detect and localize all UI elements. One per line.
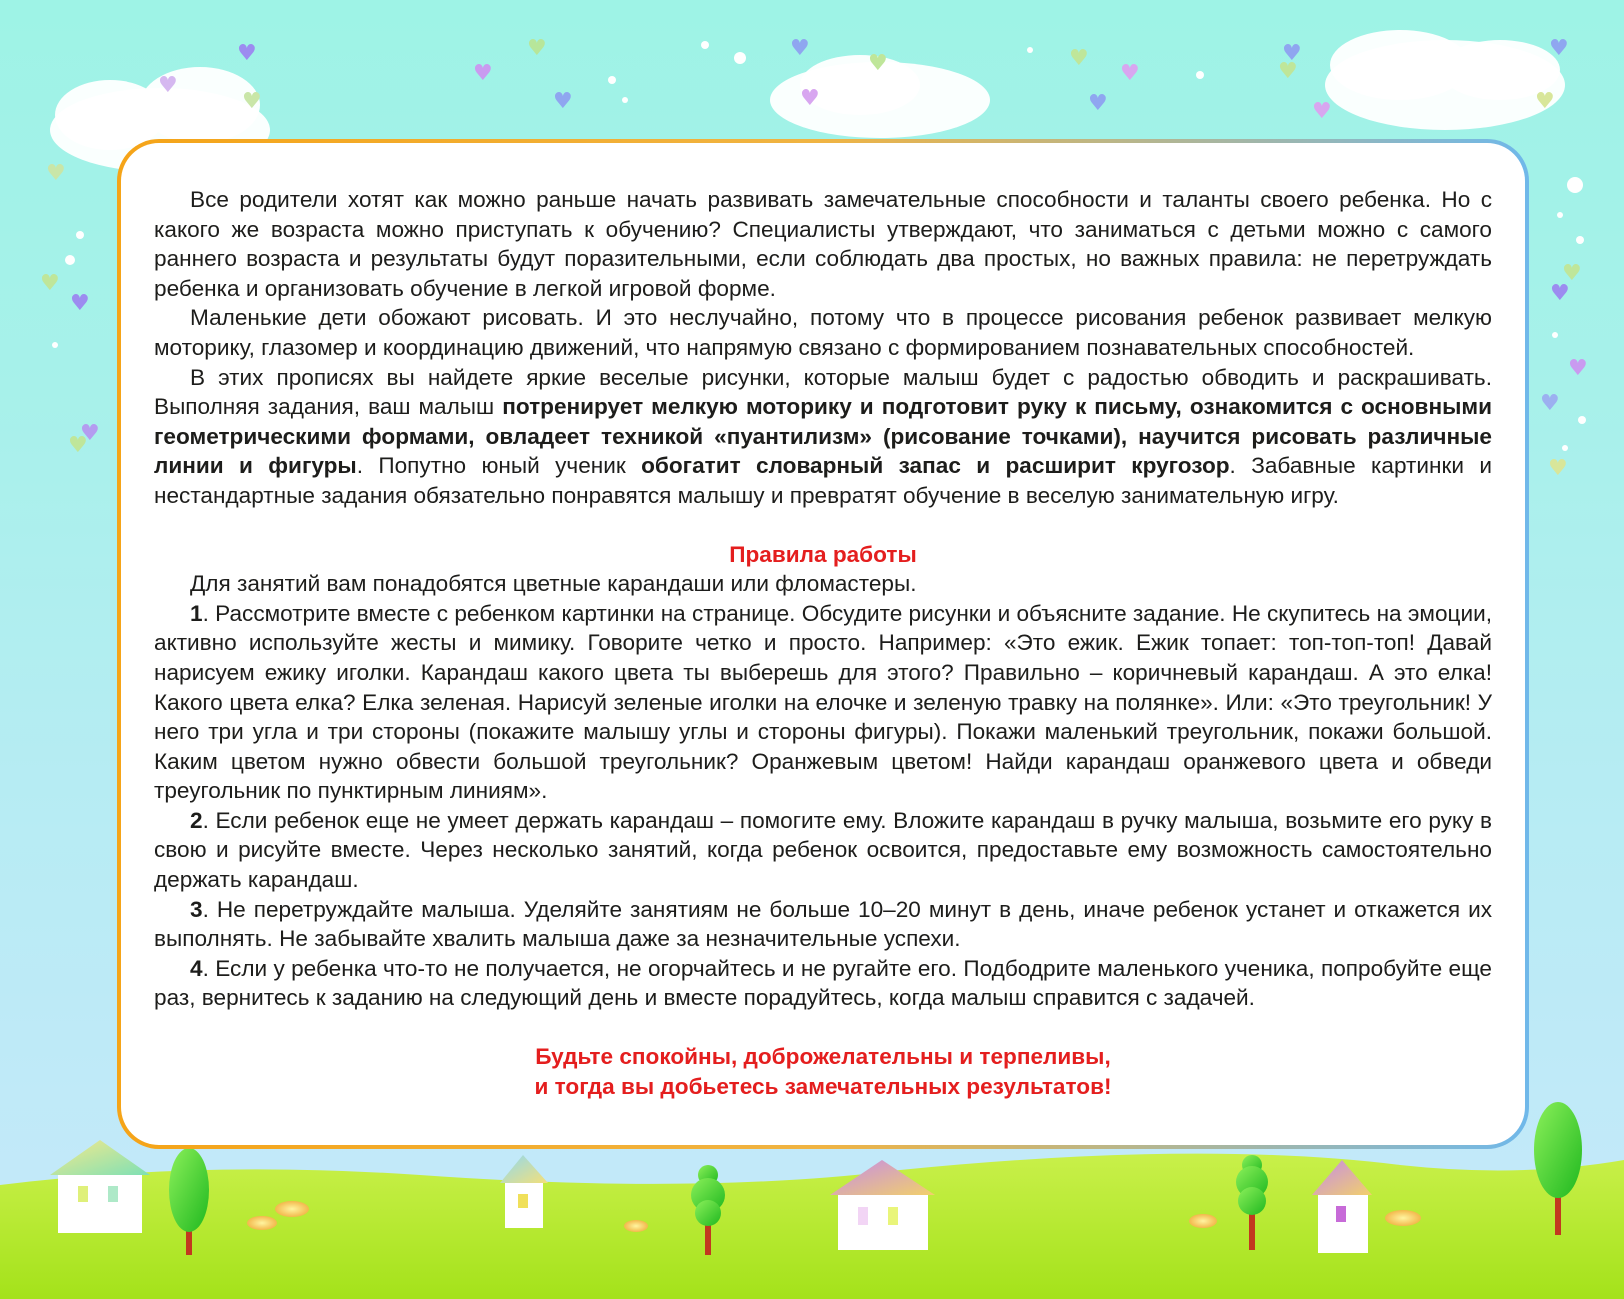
body-text: [154, 185, 1492, 511]
svg-text:♥: ♥: [1535, 89, 1555, 114]
rules-lead: Для занятий вам понадобятся цветные карандаши или фломастеры.: [190, 571, 917, 597]
svg-text:♥: ♥: [800, 86, 820, 111]
svg-text:♥: ♥: [1088, 91, 1108, 116]
svg-text:♥: ♥: [1568, 356, 1588, 381]
closing-message: [154, 1042, 1492, 1101]
svg-text:♥: ♥: [790, 36, 810, 61]
intro-paragraph-3: [154, 363, 1492, 511]
svg-text:♥: ♥: [1120, 61, 1140, 86]
svg-text:♥: ♥: [473, 61, 493, 86]
text-frame: [117, 139, 1529, 1149]
svg-text:♥: ♥: [1312, 99, 1332, 124]
intro-p3-bold-vocabulary: обогатит словарный запас и расширит кругозор: [641, 453, 1230, 479]
svg-text:♥: ♥: [70, 291, 90, 316]
svg-text:♥: ♥: [46, 161, 66, 186]
svg-text:♥: ♥: [527, 36, 547, 61]
rules-text: [154, 569, 1492, 1013]
svg-text:♥: ♥: [1562, 261, 1582, 286]
rule-text: . Если у ребенка что-то не получается, не огорчайтесь и не ругайте его. Подбодрите маленького ученика, попробуйте еще раз, вернитесь к заданию на следующий день и вместе порадуйтесь, когда малыш справится с задачей.: [154, 955, 1492, 1011]
svg-text:♥: ♥: [1548, 456, 1568, 481]
closing-line-1: Будьте спокойны, доброжелательны и терпеливы,: [535, 1044, 1111, 1070]
svg-text:♥: ♥: [1282, 41, 1302, 66]
rule-number: 1: [190, 600, 203, 626]
svg-text:♥: ♥: [1278, 59, 1298, 84]
rule-item: [154, 599, 1492, 806]
svg-text:♥: ♥: [242, 89, 262, 114]
intro-paragraph-2: Маленькие дети обожают рисовать. И это неслучайно, потому что в процессе рисования ребенок развивает мелкую моторику, глазомер и координацию движений, что напрямую связано с формированием познавательных способностей.: [154, 305, 1492, 360]
svg-text:♥: ♥: [158, 73, 178, 98]
grass-hill: [0, 1154, 1624, 1299]
svg-text:♥: ♥: [68, 433, 88, 458]
svg-text:♥: ♥: [1540, 391, 1560, 416]
svg-text:♥: ♥: [80, 421, 100, 446]
rule-item: [154, 954, 1492, 1013]
intro-p3-part-e: . Забавные картинки и нестандартные задания обязательно понравятся малышу и превратят обучение в веселую занимательную игру.: [154, 453, 1492, 508]
intro-p3-bold-skills: потренирует мелкую моторику и подготовит руку к письму, ознакомится с основными геометрическими формами, овладеет техникой «пуантилизм» (рисование точками), научится рисовать различные линии и фигуры: [154, 394, 1492, 479]
rule-text: . Рассмотрите вместе с ребенком картинки на странице. Обсудите рисунки и объясните задание. Не скупитесь на эмоции, активно используйте жесты и мимику. Говорите четко и просто. Например: «Это ежик. Ежик топает: топ-топ-топ! Давай нарисуем ежику иголки. Карандаш какого цвета ты выберешь для этого? Правильно – коричневый карандаш. А это елка! Какого цвета елка? Елка зеленая. Нарисуй зеленые иголки на елочке и зеленую травку на полянке». Или: «Это треугольник! У него три угла и три стороны (покажите малышу углы и стороны фигуры). Покажи маленький треугольник, покажи большой. Каким цветом нужно обвести большой треугольник? Оранжевым цветом! Найди карандаш оранжевого цвета и обведи треугольник по пунктирным линиям».: [154, 600, 1492, 804]
rule-text: . Если ребенок еще не умеет держать карандаш – помогите ему. Вложите карандаш в ручку малыша, возьмите его руку в свою и рисуйте вместе. Через несколько занятий, когда ребенок освоится, предоставьте ему возможность самостоятельно держать карандаш.: [154, 807, 1492, 893]
rule-number: 4: [190, 955, 203, 981]
rule-text: . Не перетруждайте малыша. Уделяйте занятиям не больше 10–20 минут в день, иначе ребенок устанет и откажется их выполнять. Не забывайте хвалить малыша даже за незначительные успехи.: [154, 896, 1492, 952]
rules-title: Правила работы: [729, 541, 917, 567]
intro-p3-part-a: В этих прописях вы найдете яркие веселые рисунки, которые малыш будет с радостью обводить и раскрашивать. Выполняя задания, ваш малыш: [154, 364, 1492, 420]
closing-line-2: и тогда вы добьетесь замечательных результатов!: [534, 1073, 1112, 1099]
rule-item: [154, 895, 1492, 954]
house-left: [50, 1140, 150, 1233]
cloud-right: [1325, 30, 1565, 130]
rule-number: 3: [190, 896, 203, 922]
intro-paragraph-1: Все родители хотят как можно раньше начать развивать замечательные способности и таланты своего ребенка. Но с какого же возраста можно приступать к обучению? Специалисты утверждают, что заниматься с детьми можно с самого раннего возраста и результаты будут поразительными, если соблюдать два простых, но важных правила: не перетруждать ребенка и организовать обучение в легкой игровой форме.: [154, 187, 1492, 301]
svg-text:♥: ♥: [553, 89, 573, 114]
svg-text:♥: ♥: [237, 41, 257, 66]
svg-text:♥: ♥: [40, 271, 60, 296]
text-panel: [121, 143, 1525, 1145]
svg-text:♥: ♥: [1069, 46, 1089, 71]
svg-text:♥: ♥: [1549, 36, 1569, 61]
rule-number: 2: [190, 807, 203, 833]
svg-text:♥: ♥: [868, 51, 888, 76]
rule-item: [154, 806, 1492, 895]
house-small: [500, 1155, 548, 1228]
svg-text:♥: ♥: [1550, 281, 1570, 306]
intro-p3-part-c: . Попутно юный ученик: [356, 453, 642, 479]
